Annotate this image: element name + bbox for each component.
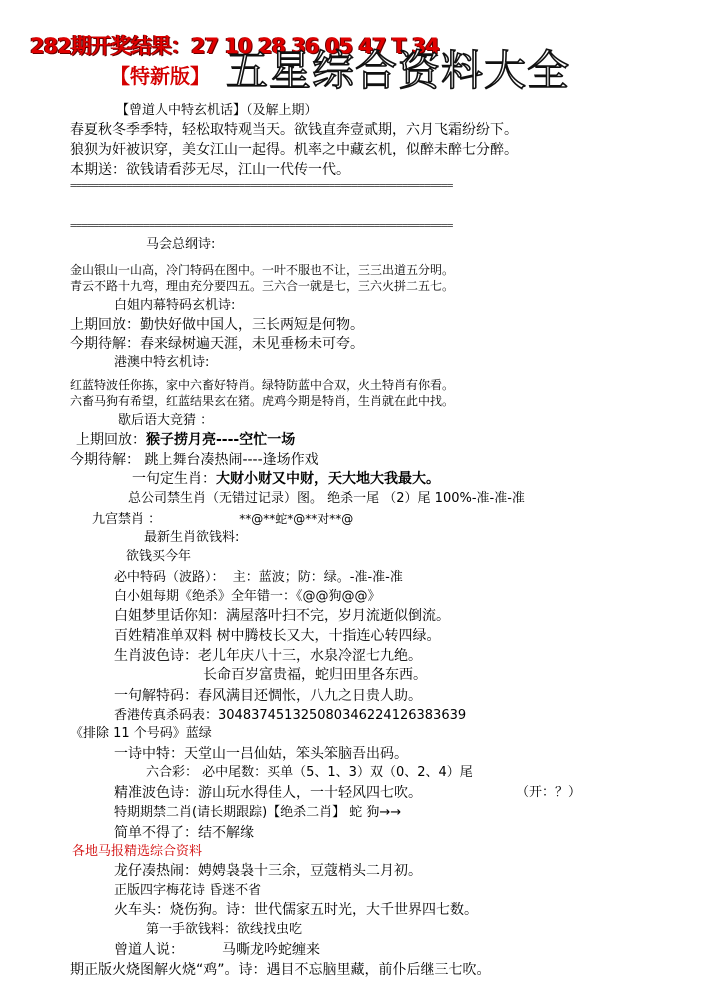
- buy-this-year: 欲钱买今年: [126, 549, 192, 564]
- xiehouyu-curr-value: 跳上舞台凑热闹----逢场作戏: [144, 452, 319, 468]
- zeng-line-1: 春夏秋冬季季特，轻松取特观当天。欲钱直奔壹贰期，六月飞霜纷纷下。: [70, 122, 518, 138]
- baxing-line: 百姓精准单双料 树中腾枝长又大，十指连心转四绿。: [114, 628, 441, 644]
- baixiaojie-line: 白小姐每期《绝杀》全年错一：《@@狗@@》: [114, 589, 381, 604]
- hk-kill-table: [114, 709, 466, 722]
- wave-line: [114, 571, 403, 584]
- xiehouyu-heading: 歇后语大竞猜 ：: [118, 413, 214, 428]
- zeng-line-2: 狼狈为奸被识穿，美女江山一起得。机率之中藏玄机，似醉未醉七分醉。: [70, 142, 518, 158]
- mahui-line-2: 青云不路十九弯，理由充分要四五。三六合一就是七，三六火拼二五七。: [70, 279, 455, 293]
- xiehouyu-prev-label: 上期回放：: [76, 432, 146, 448]
- zeng-line-3: 本期送：欲钱请看莎无尽，江山一代传一代。: [70, 162, 350, 178]
- jiugong-label: 九宫禁肖 ：: [92, 512, 162, 527]
- one-line-value: 大财小财又中财，天大地大我最大。: [216, 471, 440, 487]
- mahui-heading: 马会总纲诗:: [146, 237, 216, 252]
- edition-label: 【特新版】: [110, 64, 210, 88]
- mahui-line-1: 金山银山一山高，冷门特码在图中。一叶不服也不让，三三出道五分明。: [70, 263, 455, 277]
- company-forbid-zodiac: 总公司禁生肖（无错过记录）图。 绝杀一尾 （2）尾 100%-准-准-准: [128, 491, 525, 506]
- xiehouyu-prev: [76, 433, 295, 447]
- baijie-line-1: 上期回放：勤快好做中国人，三长两短是何物。: [70, 317, 364, 333]
- regional-line-4: 第一手欲钱料：欲线找虫吃: [146, 922, 303, 937]
- xiehouyu-prev-value: 猴子捞月亮----空忙一场: [146, 432, 296, 448]
- zeng-daoren-heading: 【曾道人中特玄机话】（及解上期）: [116, 103, 318, 118]
- separator-line: ====================================================================: [70, 220, 453, 231]
- gangao-line-2: 六畜马狗有希望，红蓝结果玄在猪。虎鸡今期是特肖，生肖就在此中找。: [70, 394, 455, 408]
- jiugong-forbid: [92, 513, 353, 526]
- dream-line: 白姐梦里话你知：满屋落叶扫不完，岁月流逝似倒流。: [114, 608, 450, 624]
- regional-line-5-value: 马嘶龙吟蛇缠来: [222, 942, 320, 958]
- wavecolor-line-1: 生肖波色诗：老儿年庆八十三，水泉冷涩七九绝。: [114, 648, 422, 664]
- xiehouyu-curr: [70, 453, 319, 467]
- forbid-two-zodiac: 特期期禁二肖(请长期跟踪)【绝杀二肖】 蛇 狗→→: [114, 805, 402, 820]
- regional-line-6: 期正版火烧图解火烧“鸡”。诗：遇目不忘脑里藏，前仆后继三七吹。: [70, 962, 491, 978]
- baijie-line-2: 今期待解：春来绿树遍天涯，未见垂杨未可夸。: [70, 336, 364, 352]
- latest-zodiac-heading: 最新生肖欲钱料:: [144, 530, 240, 545]
- exclude-numbers: 《排除 11 个号码》蓝绿: [70, 726, 212, 741]
- simple-line: 简单不得了：结不解缘: [114, 825, 254, 841]
- xiehouyu-curr-label: 今期待解：: [70, 452, 140, 468]
- one-line-zodiac: [132, 472, 440, 486]
- hk-label: 香港传真杀码表：: [114, 708, 219, 723]
- liuhe-tail-line: 六合彩： 必中尾数：买单（5、1、3）双（0、2、4）尾: [146, 765, 473, 780]
- wave-main: 主：蓝波；: [232, 570, 298, 585]
- open-mark: （开：？）: [516, 785, 582, 800]
- one-poem-line: 一诗中特：天堂山一吕仙姑，笨头笨脑吾出码。: [114, 746, 408, 762]
- wave-label: 必中特码（波路）：: [114, 570, 225, 585]
- baijie-heading: 白姐内幕特码玄机诗:: [114, 298, 236, 313]
- gangao-heading: 港澳中特玄机诗:: [114, 355, 210, 370]
- one-line-label: 一句定生肖：: [132, 471, 216, 487]
- jingzhun-line: 精准波色诗：游山玩水得佳人，一十轻风四七吹。: [114, 785, 422, 801]
- separator-line: ====================================================================: [70, 180, 453, 191]
- jiugong-value: **@**蛇*@**对**@: [239, 512, 354, 526]
- onejie-line: 一句解特码：春风满目还惆怅，八九之日贵人助。: [114, 688, 422, 704]
- gangao-line-1: 红蓝特波任你拣，家中六畜好特肖。绿特防蓝中合双，火土特肖有你看。: [70, 378, 455, 392]
- page-title: 五星综合资料大全: [226, 46, 571, 95]
- regional-line-2: 正版四字梅花诗 昏迷不省: [114, 883, 262, 898]
- regional-line-5: [114, 943, 320, 957]
- draw-result: 282期开奖结果：27 10 28 36 05 47 T 34: [30, 34, 439, 58]
- wavecolor-line-2: 长命百岁富贵福，蛇归田里各东西。: [203, 667, 427, 683]
- regional-line-1: 龙仔凑热闹：娉娉袅袅十三余，豆蔻梢头二月初。: [114, 863, 422, 879]
- hk-value: 304837451325080346224126383639: [218, 708, 467, 723]
- regional-line-5-label: 曾道人说：: [114, 942, 184, 958]
- regional-line-3: 火车头：烧伤狗。诗：世代儒家五时光，大千世界四七数。: [114, 902, 478, 918]
- wave-guard: 防：绿。-准-准-准: [297, 570, 403, 585]
- regional-horse-heading: 各地马报精选综合资料: [72, 844, 203, 859]
